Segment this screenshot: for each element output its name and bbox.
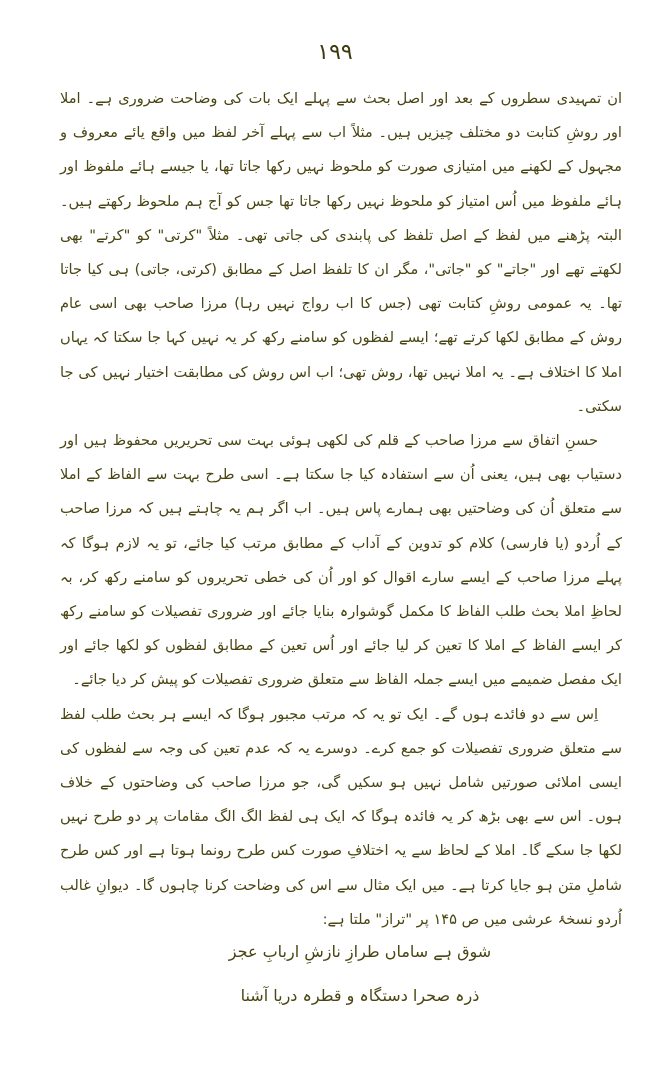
page-number: ۱۹۹ xyxy=(317,40,353,65)
paragraph-3: اِس سے دو فائدے ہوں گے۔ ایک تو یہ کہ مرتب مجبور ہوگا کہ ایسے ہر بحث طلب لفظ سے متعلق ضروری تفصیلات کو جمع کرے۔ دوسرے یہ کہ عدم تعین کی وجہ سے لفظوں کی ایسی املائی صورتیں شامل نہیں ہو سکیں گی، جو مرزا صاحب کی وضاحتوں کے خلاف ہوں۔ اس سے بھی بڑھ کر یہ فائدہ ہوگا کہ ایک ہی لفظ الگ الگ مقامات پر دو طرح نہیں لکھا جا سکے گا۔ املا کے لحاظ سے یہ اختلافِ صورت کس طرح رونما ہوتا ہے اور کس طرح شاملِ متن ہو جایا کرتا ہے۔ میں ایک مثال سے اس کی وضاحت کرنا چاہوں گا۔ دیوانِ غالب اُردو نسخۂ عرشی میں ص ۱۴۵ پر "تراز" ملتا ہے: xyxy=(60,705,622,928)
paragraph-1: ان تمہیدی سطروں کے بعد اور اصل بحث سے پہلے ایک بات کی وضاحت ضروری ہے۔ املا اور روشِ کتابت دو مختلف چیزیں ہیں۔ مثلاً اب سے پہلے آخر لفظ میں واقع یائے معروف و مجہول کے لکھنے میں امتیازی صورت کو ملحوظ نہیں رکھا جاتا تھا، یا جیسے ہائے ملفوظ اور ہائے ملفوظ میں اُس امتیاز کو ملحوظ نہیں رکھا جاتا تھا جس کو آج ہم ملحوظ رکھتے ہیں۔ البتہ پڑھنے میں لفظ کے اصل تلفظ کی پابندی کی جاتی تھی۔ مثلاً "کرتی" کو "کرتے" بھی لکھتے تھے اور "جاتے" کو "جاتی"، مگر ان کا تلفظ اصل کے مطابق (کرتی، جاتی) ہی کیا جاتا تھا۔ یہ عمومی روشِ کتابت تھی (جس کا اب رواج نہیں رہا) مرزا صاحب بھی اسی عام روش کے مطابق لکھا کرتے تھے؛ ایسے لفظوں کو سامنے رکھ کر یہ نہیں کہا جا سکتا کہ یہاں املا کا اختلاف ہے۔ یہ املا نہیں تھا، روش تھی؛ اب اس روش کی مطابقت اختیار نہیں کی جا سکتی۔ xyxy=(60,90,622,415)
body-text xyxy=(60,82,622,937)
verse-couplet xyxy=(200,930,520,1018)
verse-line-1: شوق ہے ساماں طرازِ نازشِ اربابِ عجز xyxy=(228,942,492,961)
paragraph-2: حسنِ اتفاق سے مرزا صاحب کے قلم کی لکھی ہوئی بہت سی تحریریں محفوظ ہیں اور دستیاب بھی ہیں، یعنی اُن سے استفادہ کیا جا سکتا ہے۔ اسی طرح بہت سے الفاظ کے املا سے متعلق اُن کی وضاحتیں بھی ہمارے پاس ہیں۔ اب اگر ہم یہ چاہتے ہیں کہ مرزا صاحب کے اُردو (یا فارسی) کلام کو تدوین کے آداب کے مطابق مرتب کیا جائے، تو یہ لازم ہوگا کہ پہلے مرزا صاحب کے ایسے سارے اقوال کو اور اُن کی خطی تحریروں کو سامنے رکھ کر، بہ لحاظِ املا بحث طلب الفاظ کا مکمل گوشوارہ بنایا جائے اور ضروری تفصیلات کو سامنے رکھ کر ایسے الفاظ کے املا کا تعین کر لیا جائے اور اُس تعین کے مطابق لفظوں کو لکھا جائے اور ایک مفصل ضمیمے میں ایسے جملہ الفاظ سے متعلق ضروری تفصیلات کو پیش کر دیا جائے۔ xyxy=(60,432,622,689)
verse-line-2: ذرہ صحرا دستگاہ و قطرہ دریا آشنا xyxy=(240,986,480,1005)
